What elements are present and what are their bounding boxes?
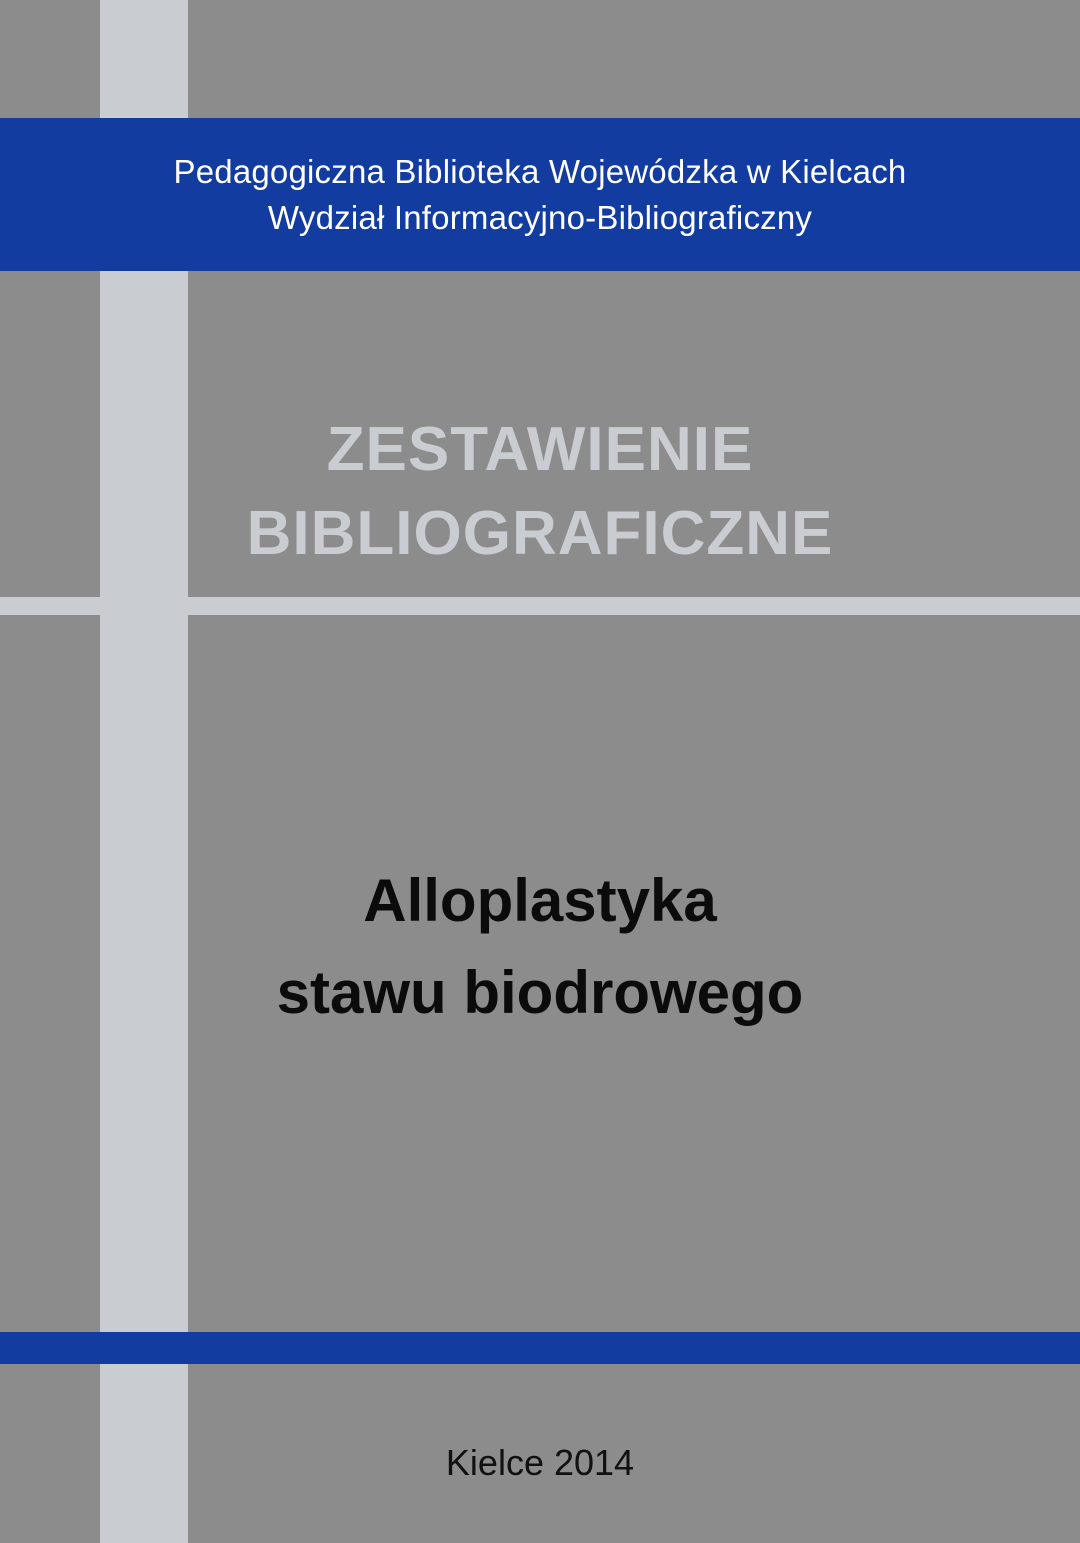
page-title xyxy=(0,855,1080,1039)
institution-name-line-1: Pedagogiczna Biblioteka Wojewódzka w Kielcach xyxy=(173,152,907,190)
series-title-line-1: ZESTAWIENIE xyxy=(326,415,754,484)
institution-name-line-2: Wydział Informacyjno-Bibliograficzny xyxy=(267,198,813,236)
institution-header-band xyxy=(0,118,1080,271)
decorative-horizontal-stripe xyxy=(0,597,1080,615)
main-title-line-1: Alloplastyka xyxy=(363,867,717,934)
series-title xyxy=(0,408,1080,576)
imprint-place-and-year: Kielce 2014 xyxy=(445,1442,635,1483)
footer-accent-band xyxy=(0,1332,1080,1364)
main-title-line-2: stawu biodrowego xyxy=(276,959,804,1026)
series-title-line-2: BIBLIOGRAFICZNE xyxy=(246,499,834,568)
